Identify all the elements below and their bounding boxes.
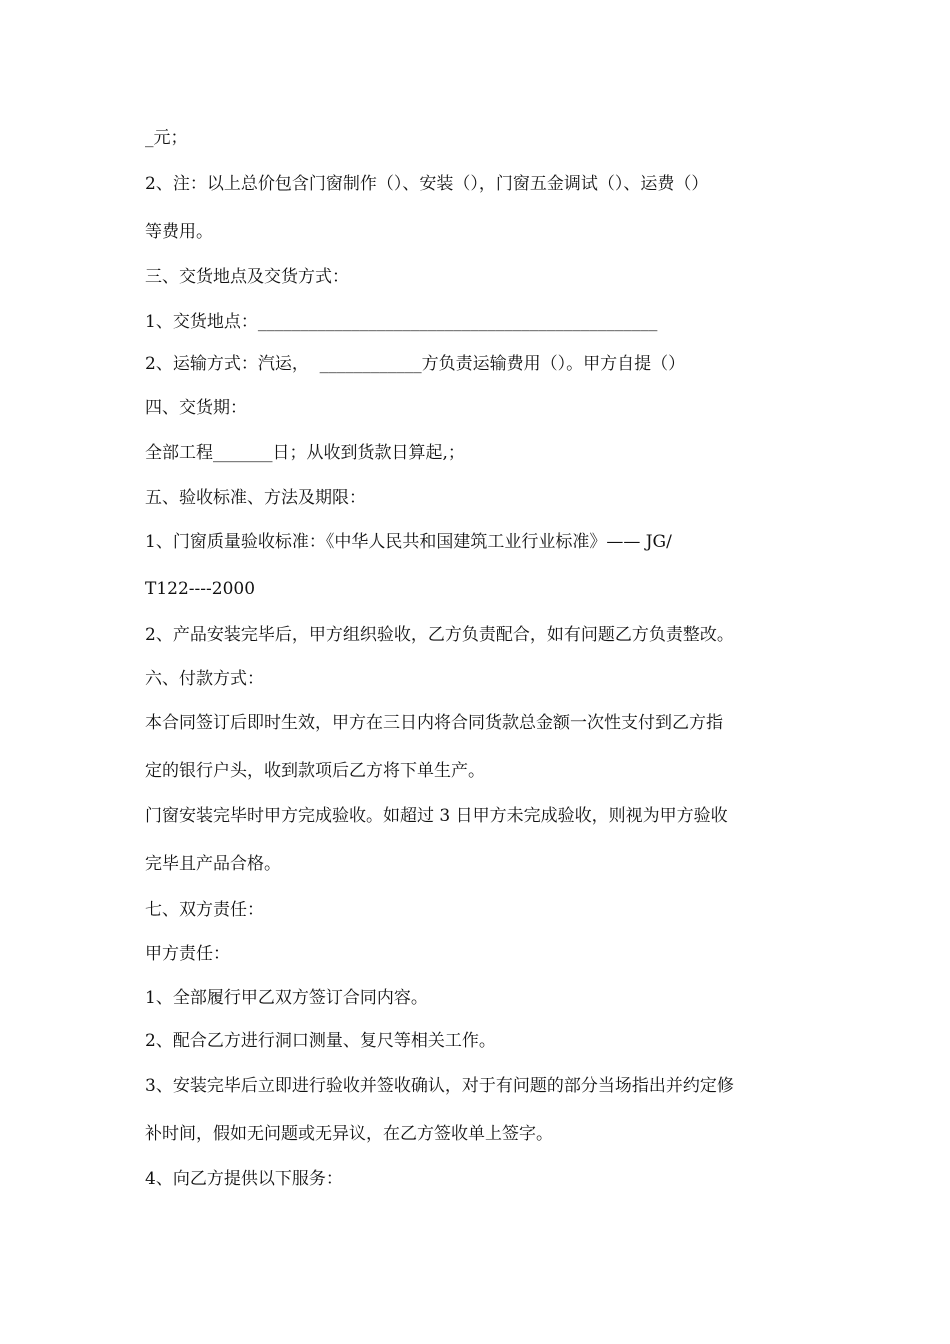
section-heading: 三、交货地点及交货方式： [145, 267, 349, 287]
text-line: 1、门窗质量验收标准：《中华人民共和国建筑工业行业标准》—— JG/ [145, 532, 672, 552]
text-line: 1、交货地点：_______________________________________________ [145, 312, 658, 332]
text-line: 等费用。 [145, 222, 213, 242]
text-line: 2、配合乙方进行洞口测量、复尺等相关工作。 [145, 1031, 496, 1051]
text-line: 甲方责任： [145, 944, 230, 964]
text-line: T122----2000 [145, 579, 256, 599]
section-heading: 六、付款方式： [145, 669, 264, 689]
text-line: 2、产品安装完毕后，甲方组织验收，乙方负责配合，如有问题乙方负责整改。 [145, 625, 734, 645]
section-heading: 四、交货期： [145, 398, 247, 418]
text-line: 本合同签订后即时生效，甲方在三日内将合同货款总金额一次性支付到乙方指 [145, 713, 723, 733]
text-line: 1、全部履行甲乙双方签订合同内容。 [145, 988, 428, 1008]
text-line: 完毕且产品合格。 [145, 854, 281, 874]
text-line: 定的银行户头，收到款项后乙方将下单生产。 [145, 761, 485, 781]
text-line: 2、注：以上总价包含门窗制作（）、安装（），门窗五金调试（）、运费（） [145, 174, 709, 194]
section-heading: 五、验收标准、方法及期限： [145, 488, 366, 508]
section-heading: 七、双方责任： [145, 900, 264, 920]
text-line: 2、运输方式：汽运， ____________方负责运输费用（）。甲方自提（） [145, 354, 686, 374]
text-line: 全部工程_______日；从收到货款日算起,； [145, 443, 465, 463]
text-line: 补时间，假如无问题或无异议，在乙方签收单上签字。 [145, 1124, 553, 1144]
text-line: 3、安装完毕后立即进行验收并签收确认，对于有问题的部分当场指出并约定修 [145, 1076, 734, 1096]
text-line: 4、向乙方提供以下服务： [145, 1169, 343, 1189]
text-line: 门窗安装完毕时甲方完成验收。如超过 3 日甲方未完成验收，则视为甲方验收 [145, 806, 728, 826]
text-line: _元； [145, 128, 188, 148]
